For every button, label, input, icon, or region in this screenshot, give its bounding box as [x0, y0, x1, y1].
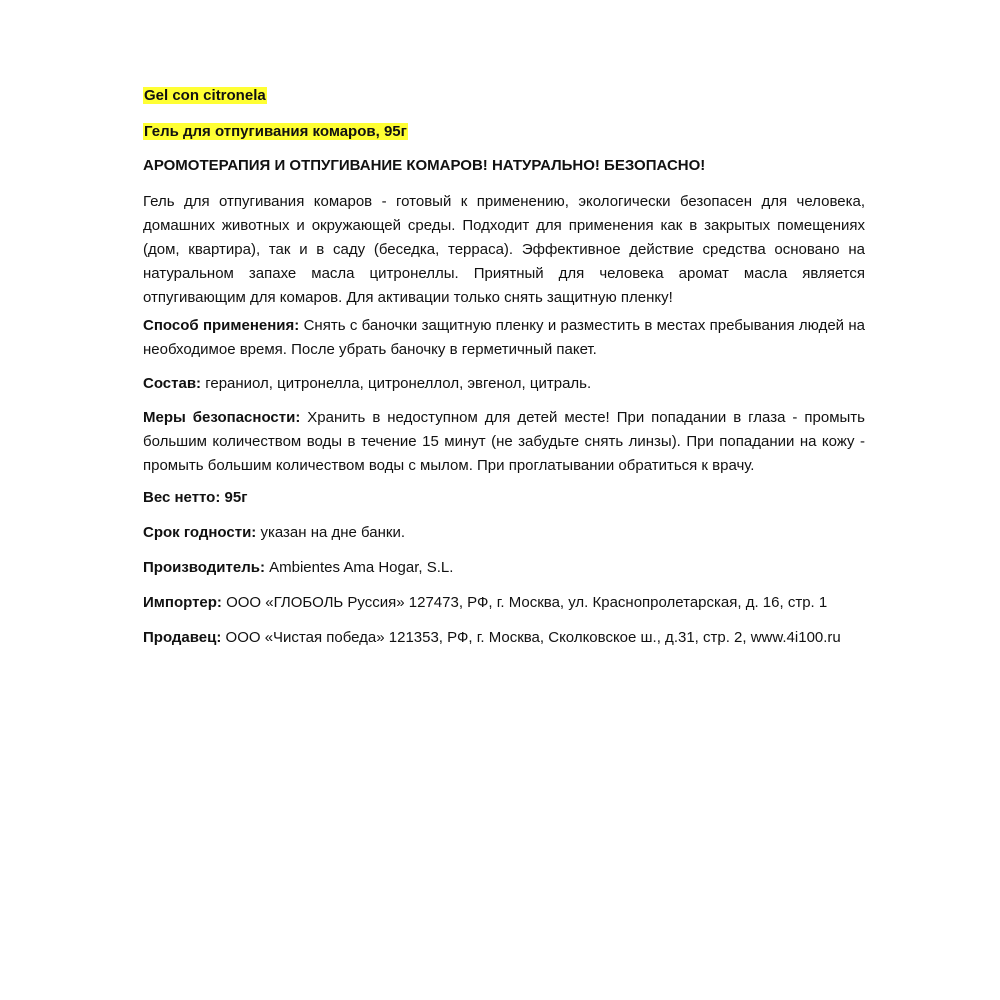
section-heading: АРОМОТЕРАПИЯ И ОТПУГИВАНИЕ КОМАРОВ! НАТУРАЛЬНО! БЕЗОПАСНО! — [143, 157, 706, 174]
composition-label: Состав: — [143, 375, 202, 392]
seller-label: Продавец: — [143, 629, 222, 646]
importer-paragraph — [143, 591, 827, 615]
manufacturer-text: Ambientes Ama Hogar, S.L. — [264, 559, 454, 576]
shelf-life-paragraph — [143, 521, 405, 545]
importer-text: ООО «ГЛОБОЛЬ Руссия» 127473, РФ, г. Москва, ул. Краснопролетарская, д. 16, стр. 1 — [221, 594, 828, 611]
safety-paragraph — [143, 406, 865, 478]
composition-paragraph — [143, 372, 865, 396]
safety-text: Хранить в недоступном для детей месте! При попадании в глаза - промыть большим количеством воды в течение 15 минут (не забудьте снять линзы). При попадании на кожу - промыть большим количеством воды с мылом. При проглатывании обратиться к врачу. — [143, 409, 865, 474]
importer-label: Импортер: — [143, 594, 222, 611]
highlighted-title-spanish: Gel con citronela — [144, 87, 266, 104]
composition-text: гераниол, цитронелла, цитронеллол, эвгенол, цитраль. — [201, 375, 592, 392]
usage-text: Снять с баночки защитную пленку и разместить в местах пребывания людей на необходимое время. После убрать баночку в герметичный пакет. — [143, 317, 865, 358]
usage-paragraph — [143, 314, 865, 362]
seller-text: ООО «Чистая победа» 121353, РФ, г. Москва, Сколковское ш., д.31, стр. 2, www.4i100.ru — [221, 629, 841, 646]
shelf-life-text: указан на дне банки. — [256, 524, 406, 541]
highlighted-title-russian: Гель для отпугивания комаров, 95г — [144, 123, 407, 140]
shelf-life-label: Срок годности: — [143, 524, 257, 541]
usage-label: Способ применения: — [143, 317, 300, 334]
title-spanish — [143, 84, 267, 108]
manufacturer-paragraph — [143, 556, 453, 580]
weight-paragraph — [143, 486, 247, 510]
manufacturer-label: Производитель: — [143, 559, 265, 576]
seller-paragraph — [143, 626, 841, 650]
intro-paragraph: Гель для отпугивания комаров - готовый к применению, экологически безопасен для человека, домашних животных и окружающей среды. Подходит для применения как в закрытых помещениях (дом, квартира), так и в саду (беседка, терраса). Эффективное действие средства основано на натуральном запахе масла цитронеллы. Приятный для человека аромат масла является отпугивающим для комаров. Для активации только снять защитную пленку! — [143, 193, 865, 306]
safety-label: Меры безопасности: — [143, 409, 301, 426]
title-russian — [143, 120, 408, 144]
weight-label: Вес нетто: 95г — [143, 489, 248, 506]
